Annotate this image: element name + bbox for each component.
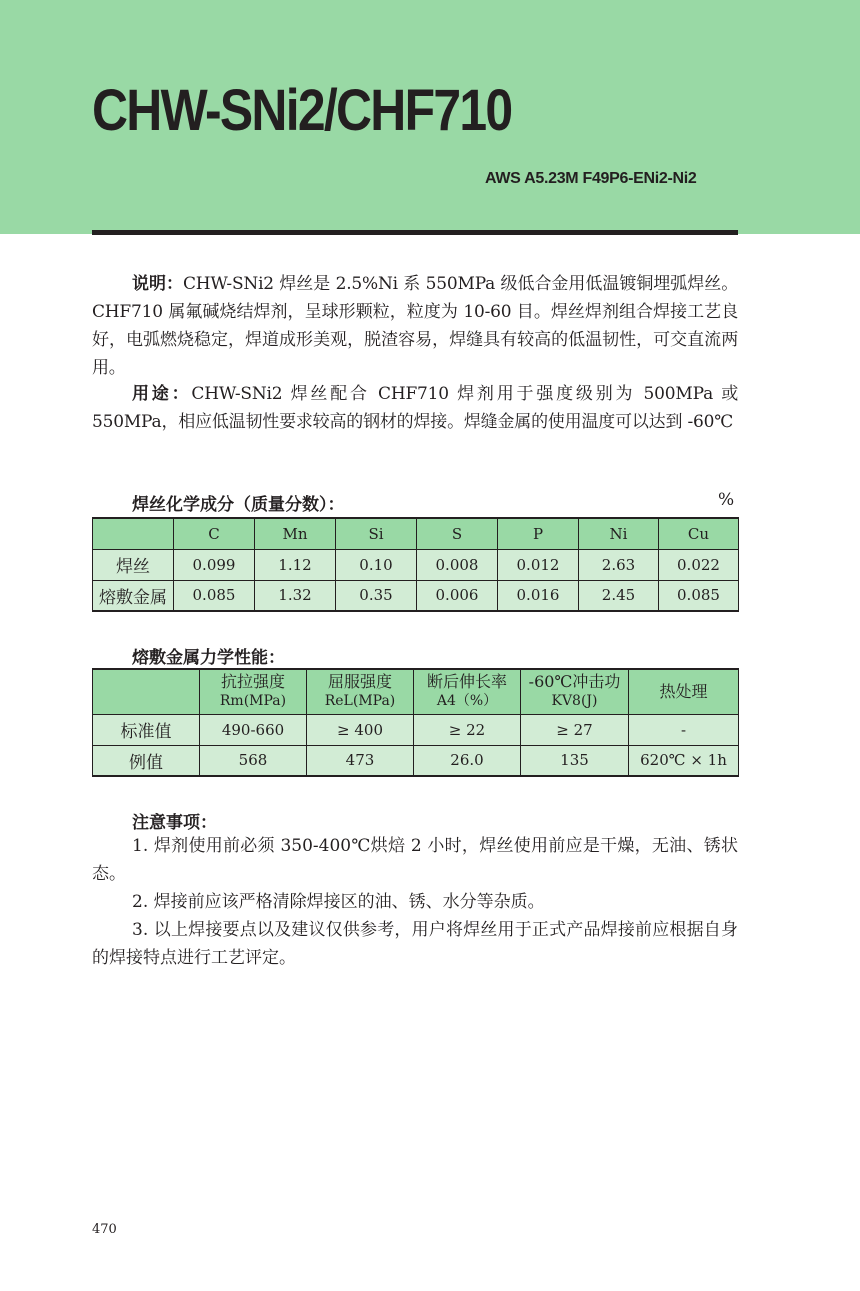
chemical-col-s: S — [417, 518, 498, 549]
table-cell: 490-660 — [200, 714, 307, 745]
chemical-table — [92, 517, 739, 612]
table-cell: 1.32 — [255, 580, 336, 611]
usage-text: CHW-SNi2 焊丝配合 CHF710 焊剂用于强度级别为 500MPa 或 550MPa，相应低温韧性要求较高的钢材的焊接。焊缝金属的使用温度可以达到 -60℃ — [92, 384, 739, 432]
table-row — [93, 580, 739, 611]
page-title: CHW-SNi2/CHF710 — [92, 78, 512, 143]
usage-paragraph — [92, 380, 738, 436]
note-item-3: 3. 以上焊接要点以及建议仅供参考，用户将焊丝用于正式产品焊接前应根据自身的焊接特点进行工艺评定。 — [92, 920, 738, 968]
table-row — [93, 714, 739, 745]
mechanical-heading: 熔敷金属力学性能： — [132, 648, 285, 668]
table-cell: 2.45 — [579, 580, 659, 611]
row-label: 焊丝 — [93, 549, 174, 580]
table-cell: 0.085 — [174, 580, 255, 611]
mechanical-col-yield: 屈服强度 ReL(MPa) — [307, 669, 414, 714]
table-cell: 0.012 — [498, 549, 579, 580]
row-label: 熔敷金属 — [93, 580, 174, 611]
table-cell: - — [629, 714, 739, 745]
aws-standard: AWS A5.23M F49P6-ENi2-Ni2 — [485, 170, 697, 187]
chemical-col-c: C — [174, 518, 255, 549]
table-cell: ≥ 27 — [521, 714, 629, 745]
mechanical-col-impact: -60℃冲击功 KV8(J) — [521, 669, 629, 714]
mechanical-col-tensile: 抗拉强度 Rm(MPa) — [200, 669, 307, 714]
note-item-2: 2. 焊接前应该严格清除焊接区的油、锈、水分等杂质。 — [132, 892, 545, 912]
table-cell: 620℃ × 1h — [629, 745, 739, 776]
table-cell: 0.008 — [417, 549, 498, 580]
mechanical-table — [92, 668, 739, 777]
table-cell: 0.016 — [498, 580, 579, 611]
table-row — [93, 549, 739, 580]
chemical-heading: 焊丝化学成分（质量分数）： — [132, 495, 345, 515]
chemical-unit: % — [718, 490, 735, 510]
row-label: 例值 — [93, 745, 200, 776]
table-cell: 0.006 — [417, 580, 498, 611]
table-cell: 0.35 — [336, 580, 417, 611]
chemical-col-si: Si — [336, 518, 417, 549]
notes-heading: 注意事项： — [132, 813, 217, 833]
mechanical-header-row — [93, 669, 739, 714]
divider — [92, 230, 738, 235]
row-label: 标准值 — [93, 714, 200, 745]
table-cell: 0.10 — [336, 549, 417, 580]
description-lead: 说明： — [132, 274, 183, 294]
table-cell: 26.0 — [414, 745, 521, 776]
chemical-col-ni: Ni — [579, 518, 659, 549]
mechanical-col-heat-treatment: 热处理 — [629, 669, 739, 714]
chemical-col-p: P — [498, 518, 579, 549]
table-cell: ≥ 400 — [307, 714, 414, 745]
usage-lead: 用途： — [132, 384, 192, 404]
chemical-col-cu: Cu — [659, 518, 739, 549]
chemical-col-mn: Mn — [255, 518, 336, 549]
table-cell: 2.63 — [579, 549, 659, 580]
table-cell: 0.085 — [659, 580, 739, 611]
table-cell: 473 — [307, 745, 414, 776]
page-number: 470 — [92, 1222, 117, 1237]
table-cell: 0.099 — [174, 549, 255, 580]
table-cell: 1.12 — [255, 549, 336, 580]
table-cell: 568 — [200, 745, 307, 776]
description-text: CHW-SNi2 焊丝是 2.5%Ni 系 550MPa 级低合金用低温镀铜埋弧焊丝。CHF710 属氟碱烧结焊剂，呈球形颗粒，粒度为 10-60 目。焊丝焊剂组合焊接工艺良好，电弧燃烧稳定，焊道成形美观，脱渣容易，焊缝具有较高的低温韧性，可交直流两用。 — [92, 274, 738, 378]
note-item-1: 1. 焊剂使用前必须 350-400℃烘焙 2 小时，焊丝使用前应是干燥，无油、锈状态。 — [92, 836, 738, 884]
table-row — [93, 745, 739, 776]
chemical-header-row — [93, 518, 739, 549]
chemical-col-empty — [93, 518, 174, 549]
mechanical-col-empty — [93, 669, 200, 714]
table-cell: ≥ 22 — [414, 714, 521, 745]
description-paragraph — [92, 270, 738, 382]
table-cell: 135 — [521, 745, 629, 776]
mechanical-col-elongation: 断后伸长率 A4（%） — [414, 669, 521, 714]
table-cell: 0.022 — [659, 549, 739, 580]
